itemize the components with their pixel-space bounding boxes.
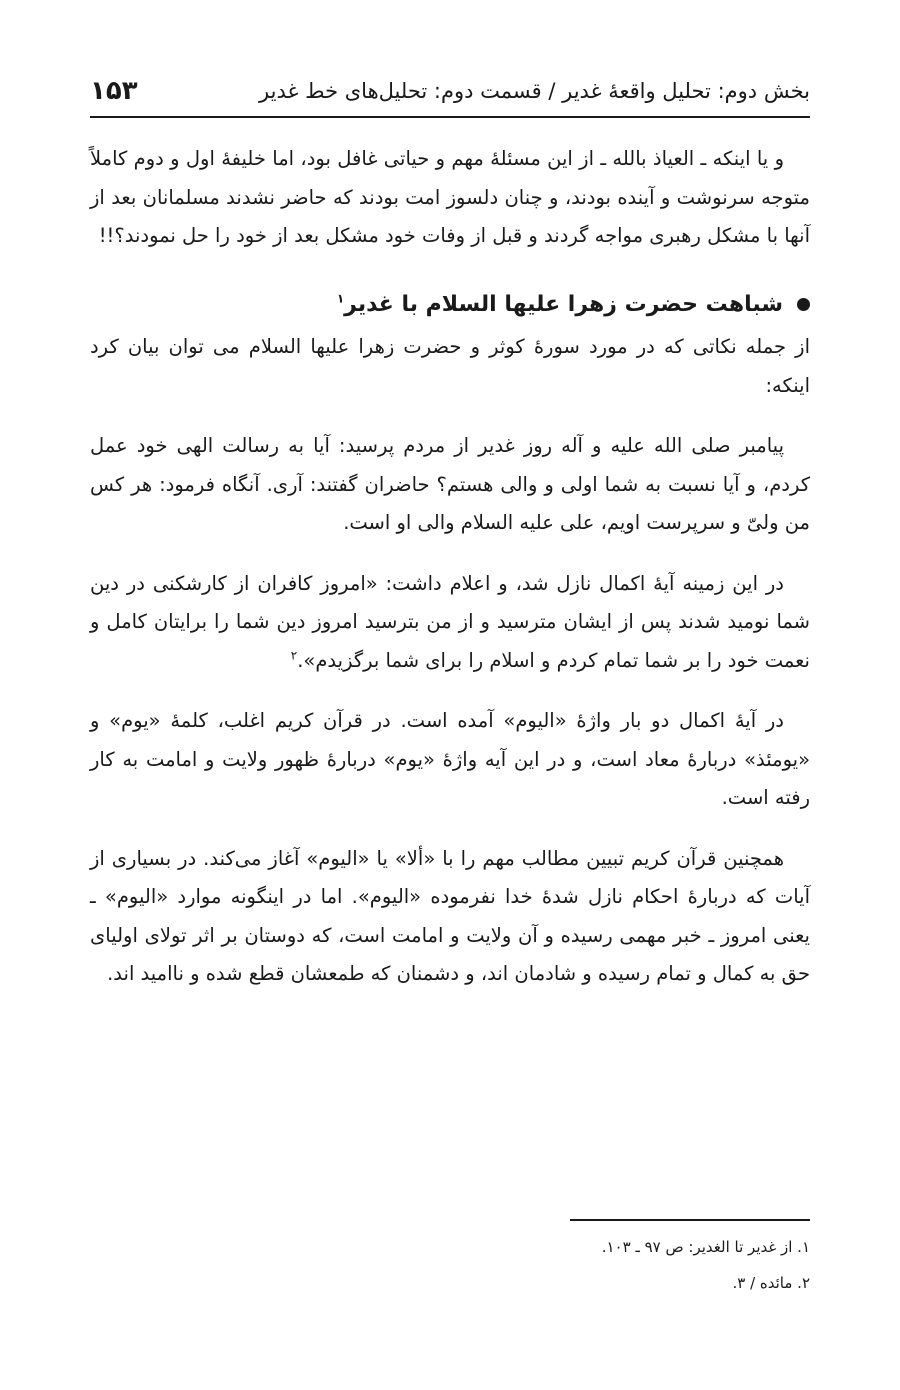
- footnote-divider: [570, 1219, 810, 1221]
- paragraph-4: [90, 565, 810, 681]
- paragraph-3: پیامبر صلی الله علیه و آله روز غدیر از مردم پرسید: آیا به رسالت الهی خود عمل کردم، و آیا نسبت به شما اولی و والی هستم؟ حاضران گفتند: آری. آنگاه فرمود: هر کس من ولیّ و سرپرست اویم، علی علیه السلام والی او است.: [90, 434, 810, 534]
- footnote-1: ۱. از غدیر تا الغدیر: ص ۹۷ ـ ۱۰۳.: [601, 1238, 810, 1256]
- paragraph-4-text: در این زمینه آیۀ اکمال نازل شد، و اعلام داشت: «امروز کافران از کارشکنی در دین شما نومید شدند پس از ایشان مترسید و از من بترسید امروز دین شما را برایتان کامل و نعمت خود را بر شما تمام کردم و اسلام را برای شما برگزیدم».: [90, 571, 810, 672]
- paragraph-1: و یا اینکه ـ العیاذ بالله ـ از این مسئلۀ مهم و حیاتی غافل بود، اما خلیفۀ اول و دوم کاملاً متوجه سرنوشت و آینده بودند، و چنان دلسوز امت بودند که حاضر نشدند مسلمانان بعد از آنها با مشکل رهبری مواجه گردند و قبل از وفات خود مشکل بعد از خود را حل نمودند؟!!: [90, 147, 810, 247]
- bullet-icon: [797, 298, 810, 311]
- footnotes: [90, 1232, 810, 1304]
- section-heading: [90, 286, 810, 325]
- section-heading-title: شباهت حضرت زهرا علیها السلام با غدیر: [344, 291, 783, 317]
- section-heading-text: [337, 286, 783, 325]
- running-head: بخش دوم: تحلیل واقعۀ غدیر / قسمت دوم: تحلیل‌های خط غدیر: [259, 79, 810, 103]
- paragraph-2: از جمله نکاتی که در مورد سورۀ کوثر و حضرت زهرا علیها السلام می توان بیان کرد اینکه:: [90, 335, 810, 397]
- page-number: ۱۵۳: [90, 76, 138, 106]
- paragraph-6: همچنین قرآن کریم تبیین مطالب مهم را با «ألا» یا «الیوم» آغاز می‌کند. در بسیاری از آیات که دربارۀ احکام نازل شدۀ خدا نفرموده «الیوم». اما در اینگونه موارد «الیوم» ـ یعنی امروز ـ خبر مهمی رسیده و آن ولایت و امامت است، که دوستان بر اثر تولای اولیای حق به کمال و تمام رسیده و شادمان اند، و دشمنان که طمعشان قطع شده و ناامید اند.: [90, 846, 810, 985]
- footnote-ref-1[interactable]: ۱: [336, 291, 345, 306]
- paragraph-5: در آیۀ اکمال دو بار واژۀ «الیوم» آمده است. در قرآن کریم اغلب، کلمۀ «یوم» و «یومئذ» دربارۀ معاد است، و در این آیه واژۀ «یوم» دربارۀ ظهور ولایت و امامت به کار رفته است.: [90, 709, 810, 809]
- footnote-2: ۲. مائده / ۳.: [732, 1274, 810, 1292]
- page-body: [90, 140, 810, 1016]
- footnote-ref-2[interactable]: ۲: [290, 648, 298, 662]
- page-header: [90, 66, 810, 118]
